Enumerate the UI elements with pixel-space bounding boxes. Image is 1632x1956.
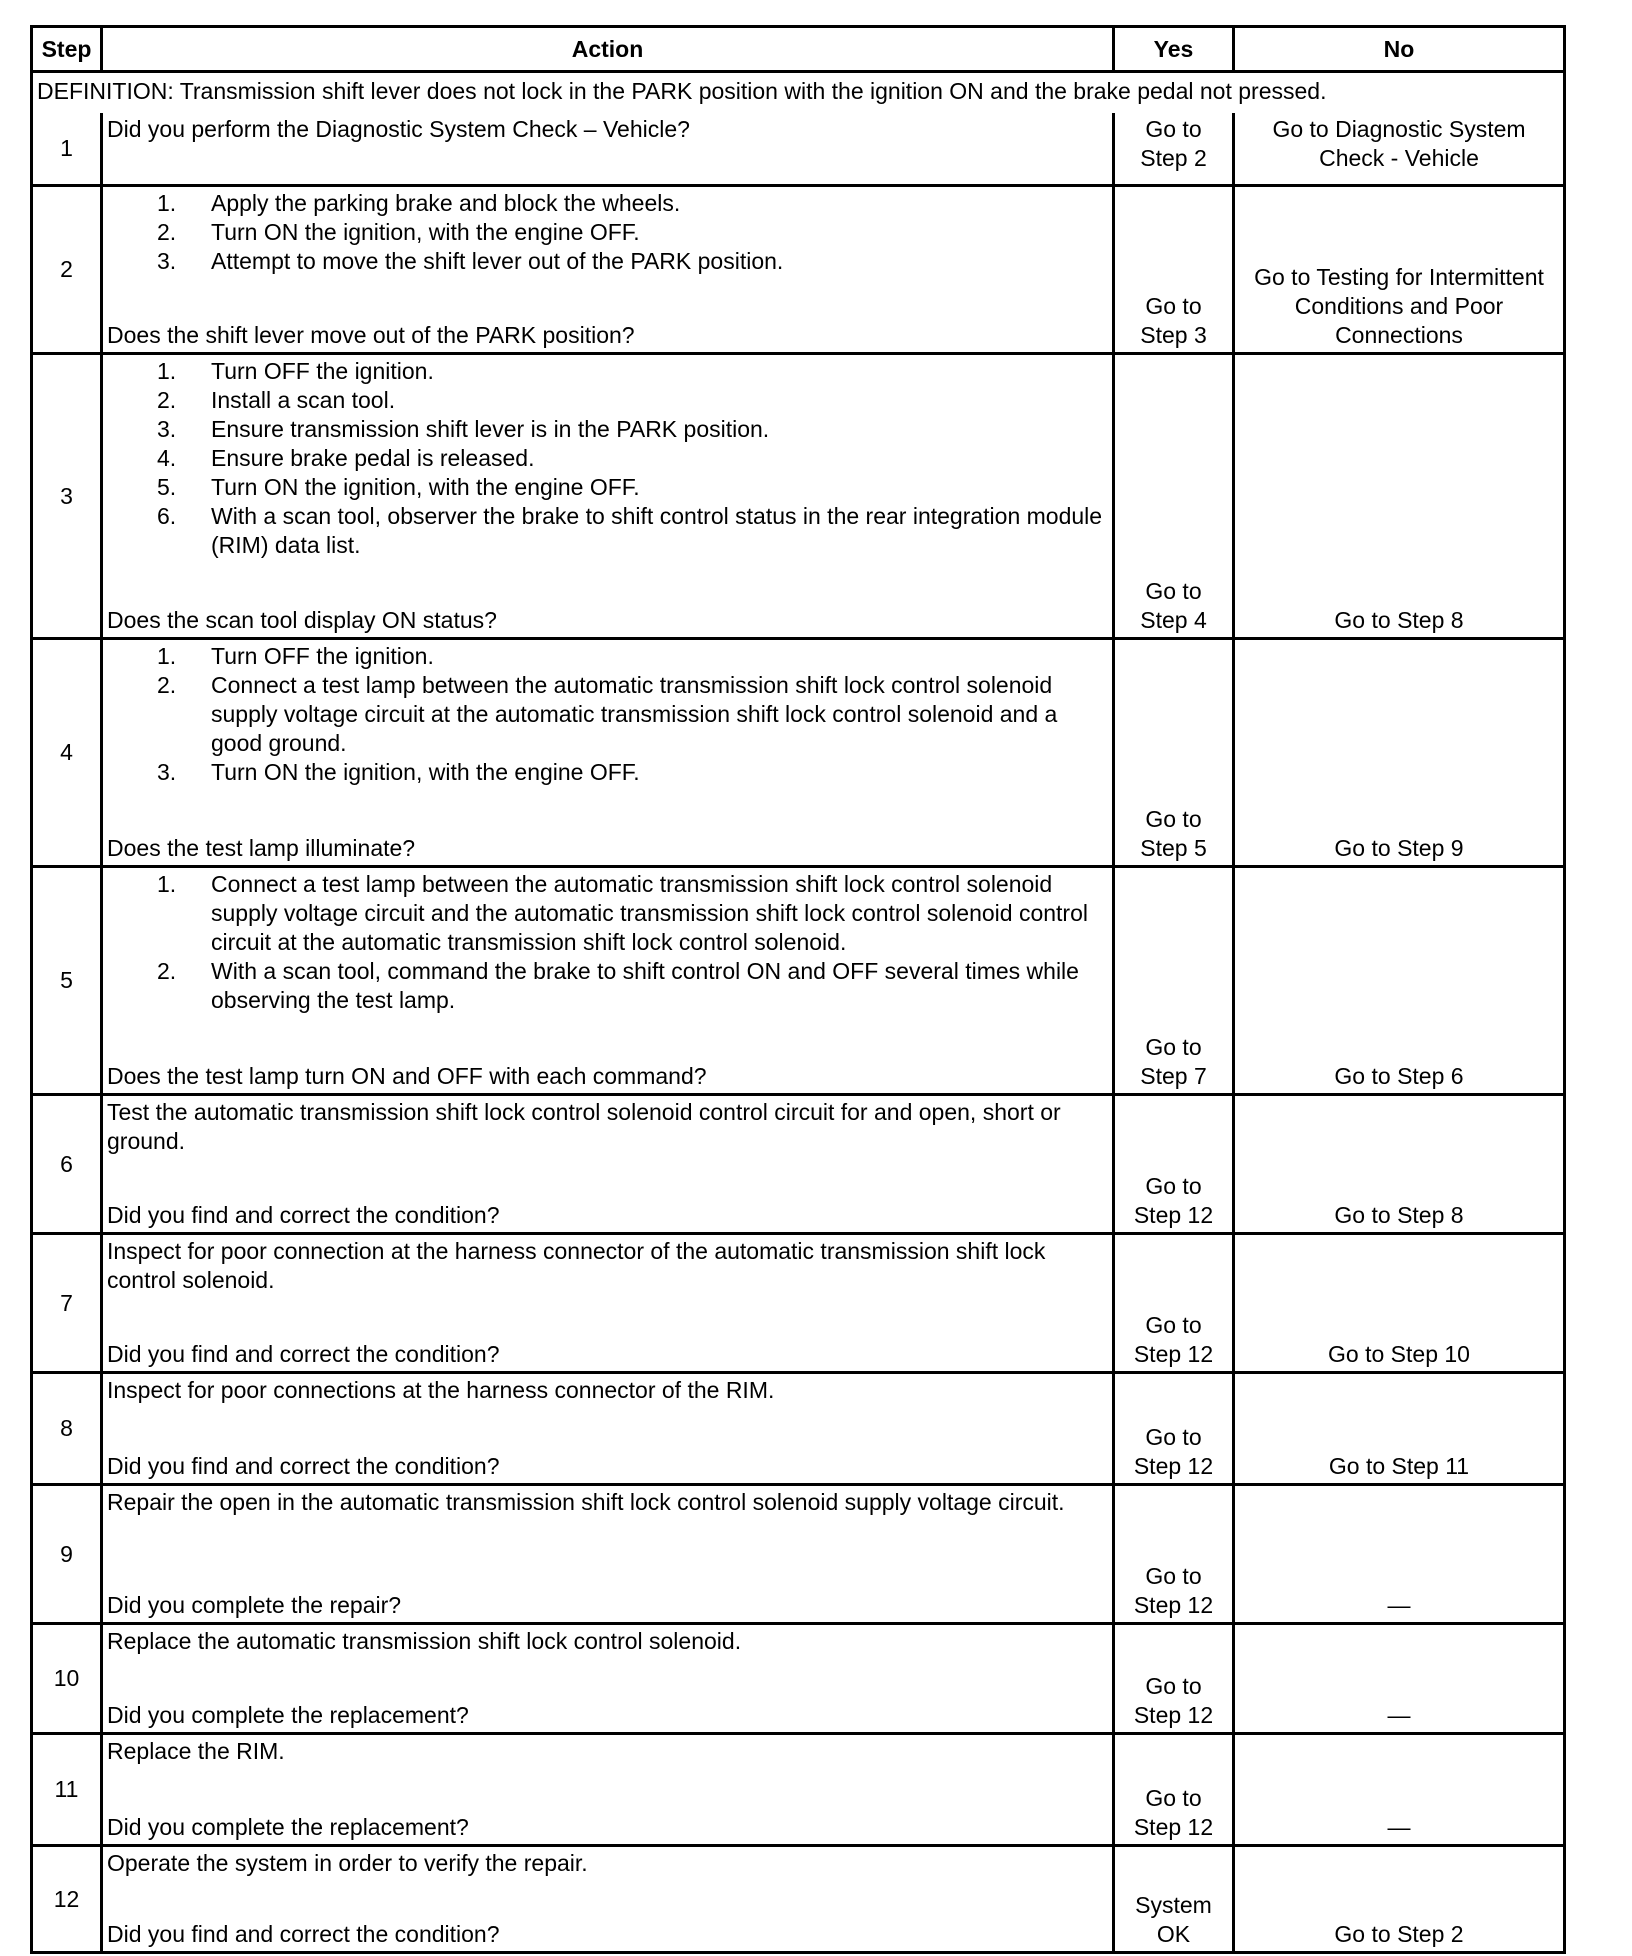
- step-row: [33, 865, 1563, 1093]
- no-cell: [1232, 1235, 1563, 1371]
- action-item: [107, 189, 1108, 218]
- header-row: [33, 28, 1563, 70]
- yes-cell: [1112, 1374, 1232, 1483]
- item-text: Connect a test lamp between the automatic transmission shift lock control solenoid supply voltage circuit at the automatic transmission shift lock control solenoid and a good ground.: [211, 672, 1058, 756]
- step-row: [33, 637, 1563, 865]
- item-text: Apply the parking brake and block the wheels.: [211, 190, 681, 216]
- step-number: 9: [60, 1540, 73, 1567]
- item-number: 4.: [157, 445, 177, 471]
- no-cell: [1232, 1374, 1563, 1483]
- no-result: —: [1387, 1702, 1411, 1728]
- step-row: [33, 1371, 1563, 1483]
- action-cell: [100, 1235, 1112, 1371]
- no-result: Go to Step 10: [1328, 1341, 1470, 1367]
- step-number: 10: [53, 1665, 80, 1691]
- step-number: 6: [60, 1150, 73, 1177]
- item-text: Ensure brake pedal is released.: [211, 445, 535, 471]
- yes-cell: [1112, 1735, 1232, 1844]
- action-item: [107, 502, 1108, 560]
- yes-result: Go to Step 3: [1140, 293, 1207, 348]
- header-action: Action: [100, 28, 1112, 70]
- action-question: Does the shift lever move out of the PARK position?: [107, 322, 635, 348]
- no-cell: [1232, 1486, 1563, 1622]
- action-text: Inspect for poor connections at the harness connector of the RIM.: [107, 1377, 775, 1403]
- yes-cell: [1112, 640, 1232, 865]
- action-question: Did you find and correct the condition?: [107, 1453, 500, 1479]
- item-number: 2.: [157, 672, 177, 698]
- action-item: [107, 386, 1108, 415]
- no-result: Go to Step 8: [1334, 1202, 1464, 1228]
- action-cell: [100, 113, 1112, 184]
- action-item: [107, 758, 1108, 787]
- action-text: Operate the system in order to verify the repair.: [107, 1850, 588, 1876]
- no-result: Go to Step 2: [1334, 1921, 1464, 1947]
- action-item: [107, 957, 1108, 1015]
- yes-result: Go to Step 12: [1133, 1563, 1214, 1618]
- yes-result: Go to Step 12: [1133, 1785, 1214, 1840]
- action-cell: [100, 1486, 1112, 1622]
- step-number: 11: [54, 1776, 79, 1802]
- action-text: Replace the RIM.: [107, 1738, 285, 1764]
- step-number: 2: [60, 256, 73, 282]
- item-text: With a scan tool, command the brake to shift control ON and OFF several times while observing the test lamp.: [211, 958, 1079, 1013]
- item-number: 2.: [157, 219, 177, 245]
- action-question: Did you complete the replacement?: [107, 1702, 469, 1728]
- action-cell: [100, 355, 1112, 637]
- yes-cell: [1112, 1847, 1232, 1951]
- no-cell: [1232, 1096, 1563, 1232]
- yes-result: Go to Step 12: [1133, 1312, 1214, 1367]
- action-question: Does the test lamp turn ON and OFF with each command?: [107, 1063, 707, 1089]
- step-row: [33, 1232, 1563, 1371]
- yes-result: Go to Step 2: [1140, 116, 1207, 171]
- action-question: Did you perform the Diagnostic System Check – Vehicle?: [107, 116, 690, 142]
- item-text: With a scan tool, observer the brake to shift control status in the rear integration module (RIM) data list.: [211, 503, 1103, 558]
- item-text: Turn ON the ignition, with the engine OFF.: [211, 219, 640, 245]
- item-number: 2.: [157, 387, 177, 413]
- action-cell: [100, 1847, 1112, 1951]
- action-question: Did you complete the repair?: [107, 1592, 402, 1618]
- action-list: [107, 357, 1108, 560]
- item-text: Turn OFF the ignition.: [211, 358, 434, 384]
- item-text: Turn OFF the ignition.: [211, 643, 434, 669]
- yes-result: Go to Step 5: [1140, 806, 1207, 861]
- step-number: 3: [60, 482, 73, 509]
- action-list: [107, 189, 1108, 276]
- item-number: 2.: [157, 958, 177, 984]
- definition-row: DEFINITION: Transmission shift lever does not lock in the PARK position with the ignition ON and the brake pedal not pressed.: [33, 70, 1563, 113]
- action-question: Did you find and correct the condition?: [107, 1202, 500, 1228]
- action-question: Does the test lamp illuminate?: [107, 835, 416, 861]
- action-question: Did you find and correct the condition?: [107, 1341, 500, 1367]
- diagnostic-table: [30, 25, 1566, 1954]
- action-list: [107, 642, 1108, 787]
- step-row: [33, 1622, 1563, 1732]
- item-number: 1.: [157, 190, 177, 216]
- action-item: [107, 247, 1108, 276]
- no-cell: [1232, 1735, 1563, 1844]
- step-row: [33, 113, 1563, 184]
- no-result: Go to Step 11: [1328, 1453, 1470, 1479]
- action-item: [107, 415, 1108, 444]
- step-row: [33, 184, 1563, 352]
- item-number: 1.: [157, 643, 177, 669]
- action-cell: [100, 868, 1112, 1093]
- item-number: 3.: [157, 416, 177, 442]
- item-text: Turn ON the ignition, with the engine OFF.: [211, 759, 640, 785]
- item-number: 6.: [157, 503, 177, 529]
- yes-cell: [1112, 868, 1232, 1093]
- step-number: 4: [60, 739, 73, 765]
- action-question: Did you find and correct the condition?: [107, 1921, 500, 1947]
- yes-cell: [1112, 355, 1232, 637]
- step-row: [33, 1483, 1563, 1622]
- action-text: Inspect for poor connection at the harness connector of the automatic transmission shift lock control solenoid.: [107, 1238, 1046, 1293]
- item-text: Turn ON the ignition, with the engine OFF.: [211, 474, 640, 500]
- step-number: 5: [60, 967, 73, 993]
- action-cell: [100, 1735, 1112, 1844]
- yes-cell: [1112, 1235, 1232, 1371]
- no-result: Go to Step 6: [1334, 1063, 1464, 1089]
- no-result: Go to Testing for Intermittent Conditions and Poor Connections: [1254, 264, 1544, 348]
- header-no: No: [1232, 28, 1563, 70]
- step-number: 1: [60, 135, 73, 161]
- step-number: 7: [60, 1289, 73, 1316]
- item-number: 1.: [157, 358, 177, 384]
- header-step: Step: [41, 35, 92, 62]
- no-cell: [1232, 640, 1563, 865]
- action-question: Does the scan tool display ON status?: [107, 607, 497, 633]
- yes-result: Go to Step 12: [1133, 1424, 1214, 1479]
- action-cell: [100, 1374, 1112, 1483]
- header-yes: Yes: [1112, 28, 1232, 70]
- yes-cell: [1112, 1486, 1232, 1622]
- no-cell: [1232, 868, 1563, 1093]
- yes-result: Go to Step 7: [1140, 1034, 1207, 1089]
- action-cell: [100, 1096, 1112, 1232]
- no-cell: [1232, 187, 1563, 352]
- yes-cell: [1112, 113, 1232, 184]
- item-number: 5.: [157, 474, 177, 500]
- no-result: Go to Step 8: [1334, 607, 1464, 633]
- action-item: [107, 870, 1108, 957]
- action-text: Test the automatic transmission shift lock control solenoid control circuit for and open, short or ground.: [107, 1099, 1061, 1154]
- action-text: Replace the automatic transmission shift lock control solenoid.: [107, 1628, 742, 1654]
- item-number: 3.: [157, 759, 177, 785]
- yes-cell: [1112, 1625, 1232, 1732]
- yes-result: Go to Step 12: [1133, 1673, 1214, 1728]
- step-row: [33, 1732, 1563, 1844]
- action-item: [107, 218, 1108, 247]
- action-item: [107, 642, 1108, 671]
- item-number: 1.: [157, 871, 177, 897]
- no-result: —: [1387, 1814, 1411, 1840]
- yes-cell: [1112, 1096, 1232, 1232]
- no-result: Go to Step 9: [1334, 835, 1464, 861]
- step-row: [33, 1844, 1563, 1951]
- no-cell: [1232, 1625, 1563, 1732]
- no-cell: [1232, 355, 1563, 637]
- item-text: Install a scan tool.: [211, 387, 396, 413]
- action-cell: [100, 640, 1112, 865]
- action-text: Repair the open in the automatic transmission shift lock control solenoid supply voltage circuit.: [107, 1489, 1065, 1515]
- yes-result: System OK: [1135, 1892, 1212, 1947]
- yes-result: Go to Step 4: [1140, 578, 1207, 633]
- yes-cell: [1112, 187, 1232, 352]
- step-number: 12: [53, 1885, 80, 1912]
- item-text: Attempt to move the shift lever out of the PARK position.: [211, 248, 784, 274]
- item-number: 3.: [157, 248, 177, 274]
- action-list: [107, 870, 1108, 1015]
- action-question: Did you complete the replacement?: [107, 1814, 469, 1840]
- step-row: [33, 352, 1563, 637]
- action-item: [107, 444, 1108, 473]
- action-item: [107, 357, 1108, 386]
- action-item: [107, 671, 1108, 758]
- action-cell: [100, 187, 1112, 352]
- no-cell: [1232, 1847, 1563, 1951]
- step-number: 8: [60, 1415, 73, 1441]
- action-item: [107, 473, 1108, 502]
- action-cell: [100, 1625, 1112, 1732]
- item-text: Ensure transmission shift lever is in the PARK position.: [211, 416, 770, 442]
- item-text: Connect a test lamp between the automatic transmission shift lock control solenoid supply voltage circuit and the automatic transmission shift lock control solenoid control circuit at the automatic transmission shift lock control solenoid.: [211, 871, 1088, 955]
- no-cell: [1232, 113, 1563, 184]
- step-row: [33, 1093, 1563, 1232]
- no-result: —: [1387, 1592, 1411, 1618]
- yes-result: Go to Step 12: [1133, 1173, 1214, 1228]
- no-result: Go to Diagnostic System Check - Vehicle: [1272, 116, 1526, 171]
